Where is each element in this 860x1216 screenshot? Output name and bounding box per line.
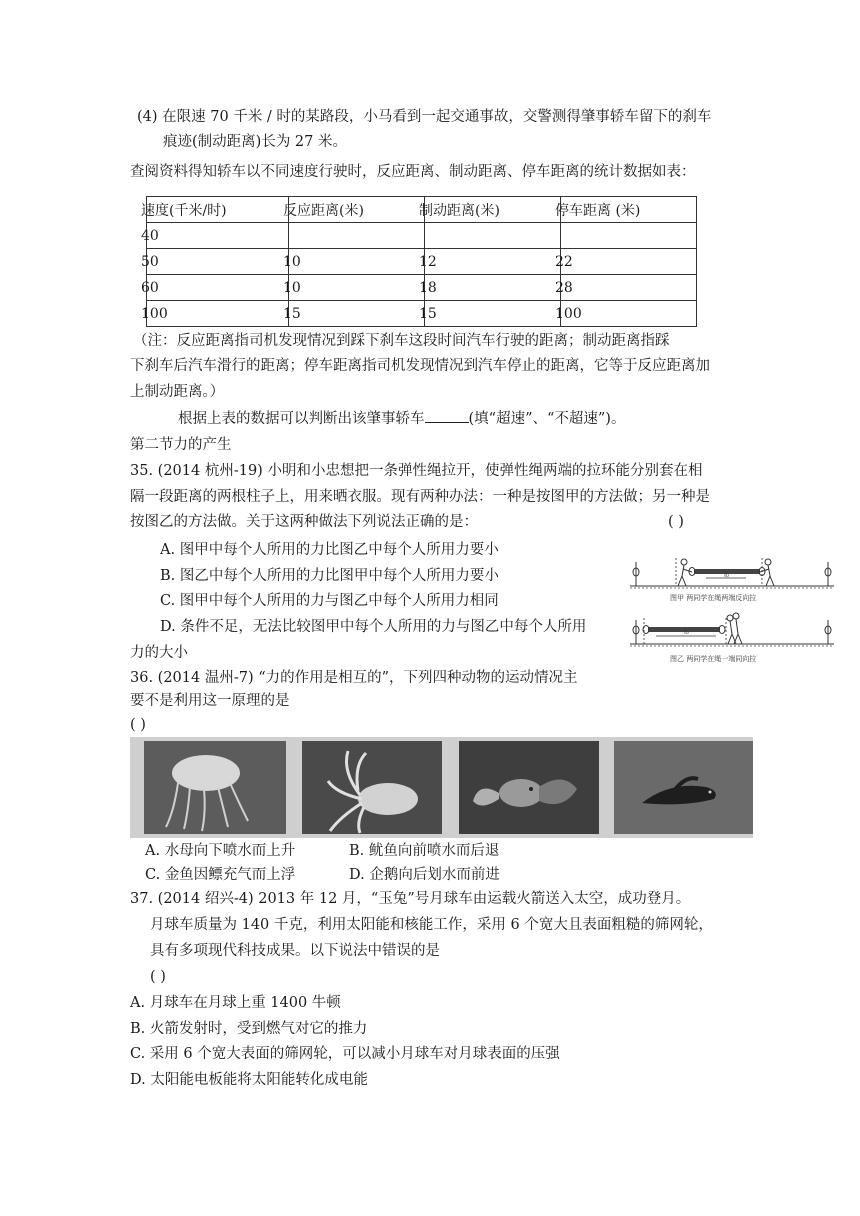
q36-option-d: D. 企鹅向后划水而前进 — [349, 867, 500, 883]
table-cell: 100 — [555, 305, 582, 322]
length-label-b: l₀ — [684, 628, 689, 636]
table-cell: 40 — [141, 227, 159, 244]
q37-line3: 具有多项现代科技成果。以下说法中错误的是 — [150, 943, 440, 959]
table-header-reaction: 反应距离(米) — [283, 202, 364, 219]
animal-photo-strip — [130, 737, 753, 838]
answer-blank[interactable] — [425, 408, 469, 423]
table-row — [147, 249, 697, 275]
table-cell: 15 — [419, 305, 437, 322]
q4-line3: 查阅资料得知轿车以不同速度行驶时，反应距离、制动距离、停车距离的统计数据如表： — [130, 164, 696, 180]
q4-line2: 痕迹(制动距离)长为 27 米。 — [163, 134, 347, 150]
penguin-photo — [614, 741, 753, 834]
table-cell: 10 — [283, 279, 301, 296]
q37-line1: 37. (2014 绍兴-4) 2013 年 12 月，“玉兔”号月球车由运载火箭送入太空，成功登月。 — [130, 891, 691, 907]
section-title: 第二节力的产生 — [130, 437, 232, 453]
q37-option-b: B. 火箭发射时，受到燃气对它的推力 — [130, 1021, 368, 1037]
table-header-row — [147, 197, 697, 223]
table-cell: 60 — [141, 279, 159, 296]
q36-option-b: B. 鱿鱼向前喷水而后退 — [349, 843, 500, 859]
q35-option-d-cont: 力的大小 — [130, 645, 188, 661]
q35-option-c: C. 图甲中每个人所用的力与图乙中每个人所用力相同 — [160, 593, 499, 609]
figure-b — [630, 613, 834, 663]
q37-option-c: C. 采用 6 个宽大表面的筛网轮，可以减小月球车对月球表面的压强 — [130, 1046, 560, 1062]
table-cell: 18 — [419, 279, 437, 296]
table-cell: 28 — [555, 279, 573, 296]
q4-note-line2: 下刹车后汽车滑行的距离；停车距离指司机发现情况到汽车停止的距离，它等于反应距离加 — [130, 358, 710, 374]
q36-line1: 36. (2014 温州-7) “力的作用是相互的”，下列四种动物的运动情况主 — [130, 670, 578, 686]
q4-judgement-suffix: (填“超速”、“不超速”)。 — [468, 411, 626, 427]
table-cell: 50 — [141, 253, 159, 270]
q35-option-b: B. 图乙中每个人所用的力比图甲中每个人所用力要小 — [160, 568, 499, 584]
q35-line1: 35. (2014 杭州-19) 小明和小忠想把一条弹性绳拉开，使弹性绳两端的拉环能分别套在相 — [130, 463, 703, 479]
table-header-braking: 制动距离(米) — [419, 202, 500, 219]
q37-option-a: A. 月球车在月球上重 1400 牛顿 — [130, 995, 341, 1011]
rope-figure — [626, 548, 838, 668]
q36-option-c: C. 金鱼因鳔充气而上浮 — [145, 867, 296, 883]
table-cell: 12 — [419, 253, 437, 270]
q4-note-line1: （注：反应距离指司机发现情况到踩下刹车这段时间汽车行驶的距离；制动距离指踩 — [133, 333, 670, 349]
table-cell: 22 — [555, 253, 573, 270]
q36-answer-paren: ( ) — [130, 717, 146, 733]
q4-judgement-prefix: 根据上表的数据可以判断出该肇事轿车 — [178, 411, 425, 427]
table-header-speed: 速度(千米/时) — [141, 202, 227, 219]
q37-option-d: D. 太阳能电板能将太阳能转化成电能 — [130, 1072, 368, 1088]
squid-photo — [302, 741, 442, 834]
q35-answer-paren: ( ) — [668, 514, 684, 530]
figure-a-caption: 图甲 两同学在绳两端反向拉 — [670, 594, 757, 602]
table-row — [147, 223, 697, 249]
table-row — [147, 301, 697, 327]
q37-line2: 月球车质量为 140 千克，利用太阳能和核能工作，采用 6 个宽大且表面粗糙的筛网轮， — [150, 917, 713, 933]
table-row — [147, 275, 697, 301]
q37-answer-paren: ( ) — [150, 969, 166, 985]
jellyfish-photo — [144, 741, 286, 834]
q35-line2: 隔一段距离的两根柱子上，用来晒衣服。现有两种办法：一种是按图甲的方法做；另一种是 — [130, 489, 710, 505]
stopping-distance-table — [141, 196, 697, 327]
q4-judgement — [178, 408, 625, 430]
q35-option-a: A. 图甲中每个人所用的力比图乙中每个人所用力要小 — [160, 542, 499, 558]
q4-line1: (4) 在限速 70 千米 / 时的某路段，小马看到一起交通事故，交警测得肇事轿车留下的刹车 — [137, 109, 712, 125]
q36-line2: 要不是利用这一原理的是 — [130, 693, 290, 709]
q36-option-a: A. 水母向下喷水而上升 — [145, 843, 296, 859]
table-cell: 10 — [283, 253, 301, 270]
table-header-stopping: 停车距离 (米) — [555, 202, 641, 219]
q35-line3: 按图乙的方法做。关于这两种做法下列说法正确的是： — [130, 514, 478, 530]
figure-b-caption: 图乙 两同学在绳一端同向拉 — [670, 655, 757, 663]
goldfish-photo — [459, 741, 599, 834]
table-cell: 15 — [283, 305, 301, 322]
figure-a — [630, 558, 834, 602]
length-label-a: l₀ — [724, 571, 729, 579]
table-cell: 100 — [141, 305, 168, 322]
q35-option-d: D. 条件不足，无法比较图甲中每个人所用的力与图乙中每个人所用 — [160, 619, 587, 635]
q4-note-line3: 上制动距离。） — [130, 384, 225, 400]
